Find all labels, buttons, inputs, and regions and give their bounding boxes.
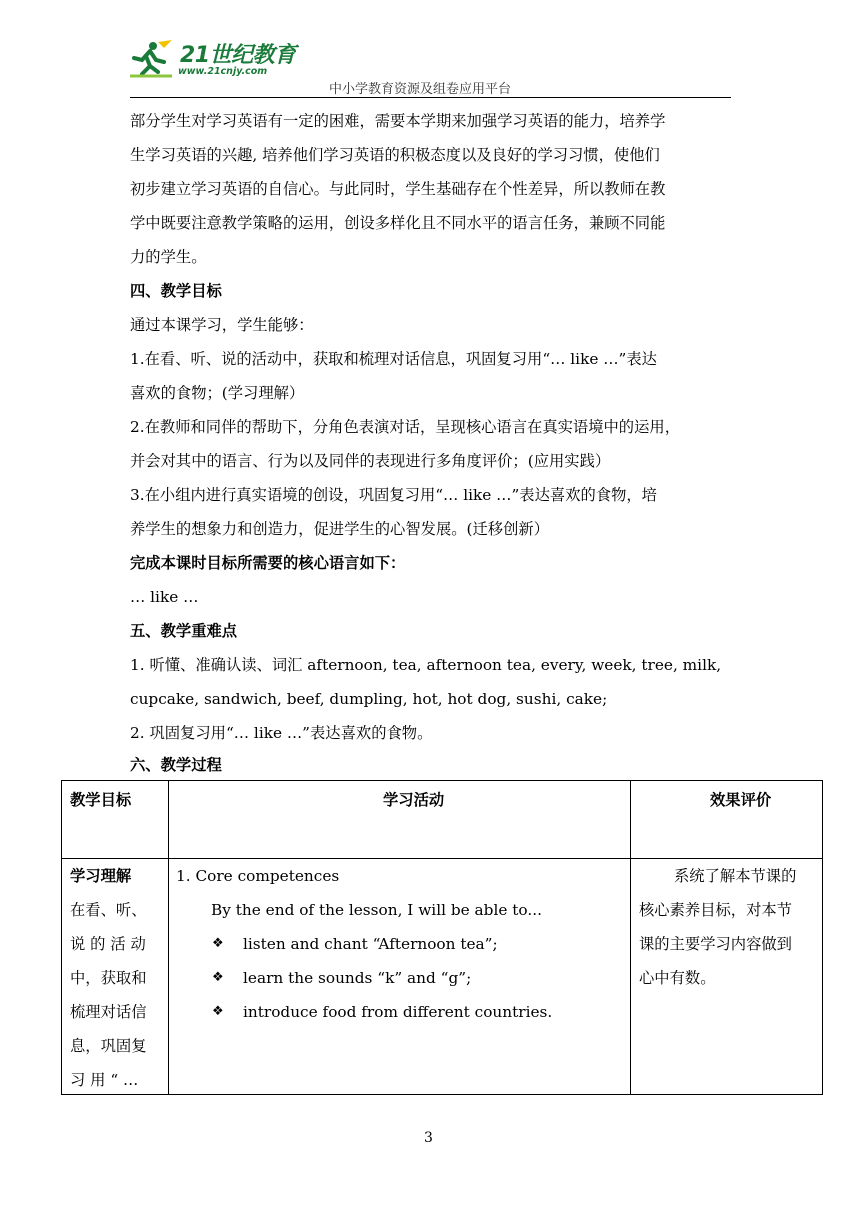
- page-number: 3: [424, 1130, 433, 1146]
- table-column-divider: [630, 780, 631, 1095]
- body-line: 学中既要注意教学策略的运用，创设多样化且不同水平的语言任务，兼顾不同能: [130, 214, 666, 232]
- goal-line: 说 的 活 动: [70, 935, 146, 953]
- section-heading: 五、教学重难点: [130, 622, 238, 640]
- logo-url: www.21cnjy.com: [178, 66, 268, 77]
- table-header-activity: 学习活动: [383, 791, 445, 809]
- activity-item: introduce food from different countries.: [243, 1003, 553, 1021]
- evaluation-line: 系统了解本节课的: [674, 867, 797, 885]
- logo-title: 21世纪教育: [180, 43, 296, 68]
- goal-line: 梳理对话信: [70, 1003, 147, 1021]
- evaluation-line: 课的主要学习内容做到: [639, 935, 792, 953]
- evaluation-line: 心中有数。: [639, 969, 716, 987]
- header-divider: [130, 97, 731, 98]
- objective-line: 2.在教师和同伴的帮助下，分角色表演对话，呈现核心语言在真实语境中的运用，: [130, 418, 680, 436]
- goal-line: 息，巩固复: [70, 1037, 147, 1055]
- activity-intro: By the end of the lesson, I will be able to...: [211, 901, 542, 919]
- objective-line: 3.在小组内进行真实语境的创设，巩固复习用“… like …”表达喜欢的食物，培: [130, 486, 657, 504]
- diamond-bullet-icon: ❖: [212, 1004, 224, 1019]
- diamond-bullet-icon: ❖: [212, 936, 224, 951]
- platform-title: 中小学教育资源及组卷应用平台: [329, 82, 512, 97]
- goal-title: 学习理解: [70, 867, 132, 885]
- section-heading: 四、教学目标: [130, 282, 222, 300]
- table-header-evaluation: 效果评价: [710, 791, 772, 809]
- body-line: 部分学生对学习英语有一定的困难，需要本学期来加强学习英语的能力，培养学: [130, 112, 666, 130]
- table-row-divider: [61, 858, 823, 859]
- objective-line: 并会对其中的语言、行为以及同伴的表现进行多角度评价；(应用实践）: [130, 452, 611, 470]
- goal-line: 中，获取和: [70, 969, 147, 987]
- table-header-goal: 教学目标: [70, 791, 132, 809]
- diamond-bullet-icon: ❖: [212, 970, 224, 985]
- runner-icon: [128, 38, 176, 78]
- table-column-divider: [168, 780, 169, 1095]
- key-point-line: 2. 巩固复习用“… like …”表达喜欢的食物。: [130, 724, 433, 742]
- goal-line: 习 用 “ …: [70, 1071, 139, 1089]
- section-heading: 六、教学过程: [130, 756, 222, 774]
- objective-line: 1.在看、听、说的活动中，获取和梳理对话信息，巩固复习用“… like …”表达: [130, 350, 657, 368]
- objective-line: 养学生的想象力和创造力，促进学生的心智发展。(迁移创新）: [130, 520, 549, 538]
- body-line: 初步建立学习英语的自信心。与此同时，学生基础存在个性差异，所以教师在教: [130, 180, 666, 198]
- page-header: [0, 0, 860, 100]
- core-language-heading: 完成本课时目标所需要的核心语言如下：: [130, 554, 406, 572]
- core-language: … like …: [130, 588, 199, 606]
- activity-item: learn the sounds “k” and “g”;: [243, 969, 472, 987]
- body-line: 生学习英语的兴趣, 培养他们学习英语的积极态度以及良好的学习习惯，使他们: [130, 146, 660, 164]
- logo: [128, 38, 318, 82]
- activity-title: 1. Core competences: [176, 867, 340, 885]
- body-line: 力的学生。: [130, 248, 207, 266]
- evaluation-line: 核心素养目标，对本节: [639, 901, 792, 919]
- key-point-line: cupcake, sandwich, beef, dumpling, hot, hot dog, sushi, cake;: [130, 690, 608, 708]
- goal-line: 在看、听、: [70, 901, 147, 919]
- section-intro: 通过本课学习，学生能够：: [130, 316, 314, 334]
- key-point-line: 1. 听懂、准确认读、词汇 afternoon, tea, afternoon tea, every, week, tree, milk,: [130, 656, 722, 674]
- activity-item: listen and chant “Afternoon tea”;: [243, 935, 498, 953]
- objective-line: 喜欢的食物；(学习理解）: [130, 384, 305, 402]
